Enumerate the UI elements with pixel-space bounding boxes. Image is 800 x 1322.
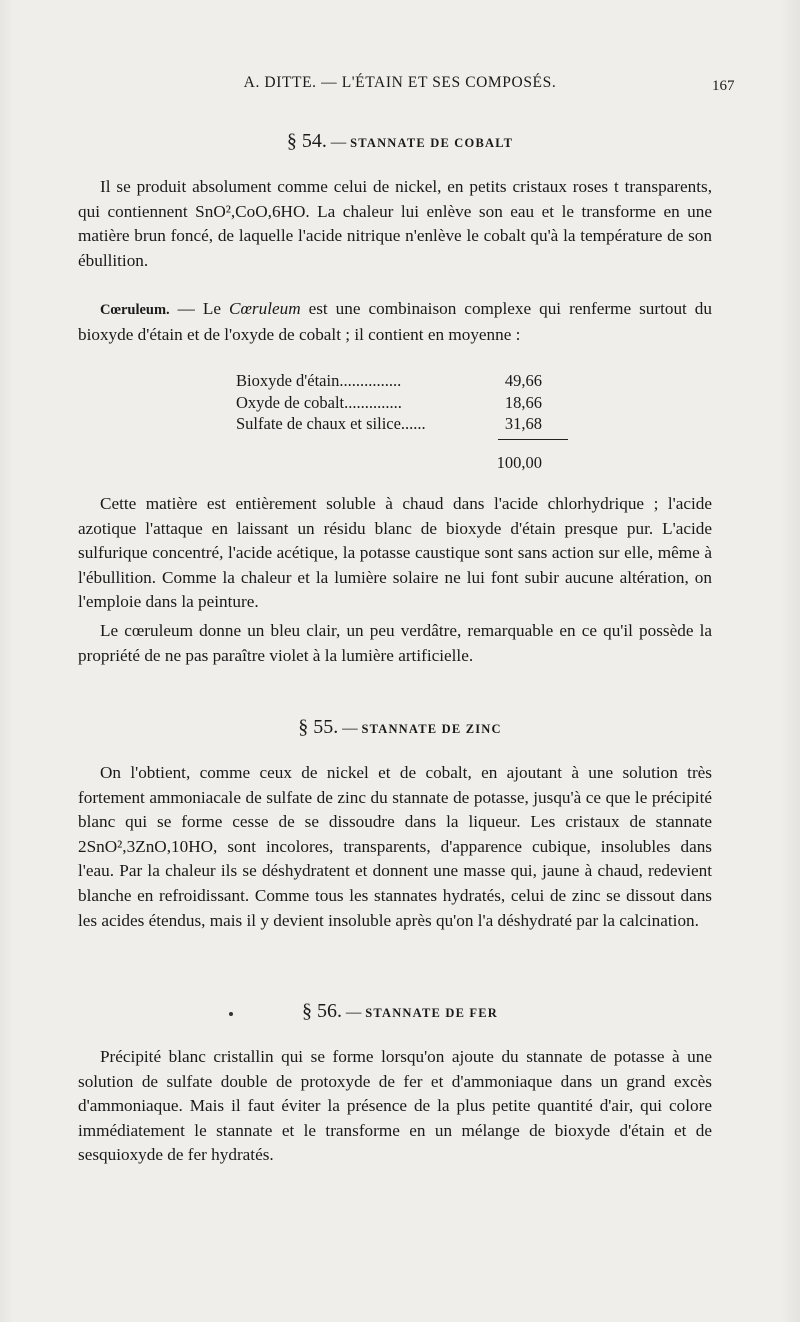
section-55-dash: — — [342, 720, 358, 737]
composition-label: Sulfate de chaux et silice...... — [236, 414, 426, 433]
section-54-paragraph-2 — [78, 297, 712, 347]
section-56-dash: — — [345, 1004, 362, 1021]
composition-label: Bioxyde d'étain............... — [236, 371, 402, 390]
section-54-paragraph-4: Le cœruleum donne un bleu clair, un peu verdâtre, remarquable en ce qu'il possède la propriété de ne pas paraître violet à la lumière artificielle. — [78, 621, 712, 665]
section-55-paragraph-1: On l'obtient, comme ceux de nickel et de cobalt, en ajoutant à une solution très fortement ammoniacale de sulfate de zinc du stannate de potasse, jusqu'à ce que le précipité blanc qui se forme cesse de se dissoudre dans la liqueur. Les cristaux de stannate 2SnO²,3ZnO,10HO, sont incolores, transparents, d'apparence cubique, insolubles dans l'eau. Par la chaleur ils se déshydratent et donnent une masse qui, jaune à chaud, redevient blanche en refroidissant. Comme tous les stannates hydratés, celui de zinc se dissout dans les acides étendus, mais il y devient insoluble après qu'on l'a déshydraté par la calcination. — [78, 763, 712, 930]
composition-value: 31,68 — [504, 414, 542, 433]
coeruleum-intro-b: est une combinaison complexe qui renferme surtout du bioxyde d'étain et de l'oxyde de cobalt ; il contient en moyenne : — [78, 299, 712, 344]
composition-total: 100,00 — [496, 453, 542, 472]
composition-table — [236, 370, 570, 472]
composition-row — [236, 413, 570, 435]
section-55-heading — [0, 716, 800, 739]
section-54-paragraph-1: Il se produit absolument comme celui de nickel, en petits cristaux roses t transparents, qui contiennent SnO²,CoO,6HO. La chaleur lui enlève son eau et le transforme en une matière brun foncé, de laquelle l'acide nitrique n'enlève le cobalt qu'à la température de son ébullition. — [78, 177, 712, 270]
section-56-title: STANNATE DE FER — [365, 1006, 499, 1020]
coeruleum-italic-term: Cœruleum — [228, 299, 301, 318]
composition-row — [236, 370, 570, 392]
sum-rule — [498, 439, 568, 440]
section-54-paragraph-3: Cette matière est entièrement soluble à chaud dans l'acide chlorhydrique ; l'acide azotique l'attaque en laissant un résidu blanc de bioxyde d'étain presque pur. L'acide sulfurique concentré, l'acide acétique, la potasse caustique sont sans action sur elle, même à l'ébullition. Comme la chaleur et la lumière solaire ne lui font subir aucune altération, on l'emploie dans la peinture. — [78, 494, 712, 612]
composition-value: 49,66 — [504, 371, 542, 390]
section-54-number: § 54. — [286, 130, 327, 152]
coeruleum-runin-heading: Cœruleum. — [100, 302, 170, 318]
composition-row — [236, 392, 570, 414]
section-54-heading — [0, 130, 800, 153]
section-56-heading — [0, 1000, 800, 1023]
page-number: 167 — [712, 78, 735, 94]
composition-label: Oxyde de cobalt.............. — [236, 392, 402, 412]
section-56-paragraph-1: Précipité blanc cristallin qui se forme lorsqu'on ajoute du stannate de potasse à une solution de sulfate double de protoxyde de fer et d'ammoniaque dans un grand excès d'ammoniaque. Mais il faut éviter la présence de la plus petite quantité d'air, qui colore immédiatement le stannate et le transforme en un mélange de bioxyde d'étain et de sesquioxyde de fer hydratés. — [78, 1047, 712, 1165]
section-56-number: § 56. — [301, 1000, 342, 1022]
section-54-dash: — — [330, 134, 347, 151]
composition-value: 18,66 — [504, 392, 542, 412]
section-55-title: STANNATE DE ZINC — [361, 722, 502, 736]
section-55-number: § 55. — [298, 716, 339, 738]
coeruleum-intro-a: — Le — [169, 299, 229, 318]
running-title: A. DITTE. — L'ÉTAIN ET SES COMPOSÉS. — [243, 74, 557, 91]
section-54-title: STANNATE DE COBALT — [350, 136, 514, 150]
